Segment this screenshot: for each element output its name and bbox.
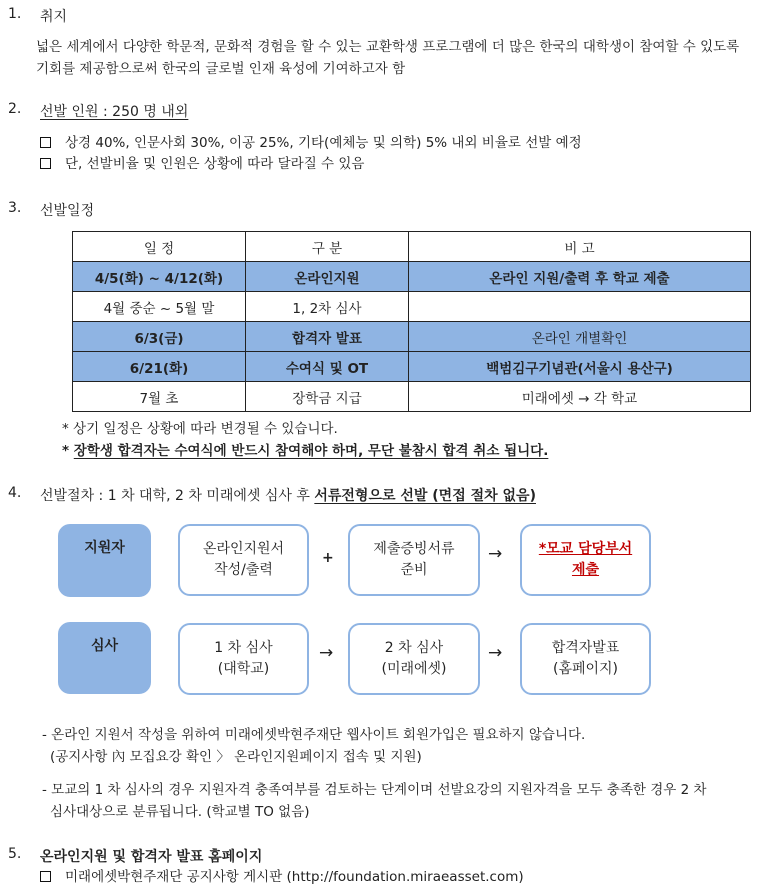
- arrow-right-icon: →: [488, 544, 503, 564]
- flow-step-line: 제출증빙서류: [373, 541, 455, 557]
- section-1-number: 1.: [8, 6, 22, 22]
- table-cell: 미래에셋 → 각 학교: [409, 382, 751, 412]
- checkbox-bullet-icon: [40, 158, 51, 169]
- table-cell: [409, 292, 751, 322]
- table-cell: 4/5(화) ~ 4/12(화): [73, 262, 246, 292]
- section-3-number: 3.: [8, 200, 22, 216]
- section-4-title: [40, 485, 536, 505]
- flow-step-online-application: [178, 524, 309, 596]
- table-cell: 7월 초: [73, 382, 246, 412]
- flow-step-line: (대학교): [217, 661, 270, 677]
- flow-step-line: 2 차 심사: [384, 640, 444, 656]
- table-row: [73, 262, 751, 292]
- section-5-bullet: [40, 866, 524, 888]
- table-row: [73, 382, 751, 412]
- bullet-text: 단, 선발비율 및 인원은 상황에 따라 달라질 수 있음: [65, 156, 365, 172]
- flow-step-line: 제출: [571, 562, 600, 578]
- section-1-text-line-2: 기회를 제공함으로써 한국의 글로벌 인재 육성에 기여하고자 함: [36, 61, 406, 77]
- flow-label-applicant: [58, 524, 151, 597]
- flow-step-submit-school: [520, 524, 651, 596]
- flow-label-review: [58, 622, 151, 694]
- plus-icon: +: [322, 550, 334, 566]
- table-header-cell: 일 정: [73, 232, 246, 262]
- table-cell: 4월 중순 ~ 5월 말: [73, 292, 246, 322]
- flow-step-documents: [348, 524, 480, 596]
- table-row: [73, 322, 751, 352]
- table-cell: 온라인 지원/출력 후 학교 제출: [409, 262, 751, 292]
- table-header-cell: 비 고: [409, 232, 751, 262]
- procedure-note-2-line-1: - 모교의 1 차 심사의 경우 지원자격 충족여부를 검토하는 단계이며 선발요강의 지원자격을 모두 충족한 경우 2 차: [42, 782, 707, 798]
- table-header-cell: 구 분: [246, 232, 409, 262]
- table-cell: 수여식 및 OT: [246, 352, 409, 382]
- flow-step-first-review: [178, 623, 309, 695]
- section-2-number: 2.: [8, 101, 22, 117]
- flow-step-line: 온라인지원서: [202, 541, 285, 557]
- procedure-note-1-line-1: - 온라인 지원서 작성을 위하여 미래에셋박현주재단 웹사이트 회원가입은 필요하지 않습니다.: [42, 727, 586, 743]
- section-1-title: 취지: [40, 9, 68, 25]
- section-1-text-line-1: 넓은 세계에서 다양한 학문적, 문화적 경험을 할 수 있는 교환학생 프로그램에 더 많은 한국의 대학생이 참여할 수 있도록: [36, 39, 740, 55]
- section-2-bullet-1: [40, 132, 582, 154]
- section-3-title: 선발일정: [40, 203, 95, 219]
- checkbox-bullet-icon: [40, 137, 51, 148]
- flow-step-line: *모교 담당부서: [538, 541, 633, 557]
- table-row: [73, 292, 751, 322]
- section-2-bullet-2: [40, 153, 364, 175]
- table-cell: 1, 2차 심사: [246, 292, 409, 322]
- procedure-note-1-line-2: (공지사항 內 모집요강 확인 〉 온라인지원페이지 접속 및 지원): [50, 749, 422, 765]
- schedule-note-2: [62, 440, 548, 462]
- section-2-title: 선발 인원 : 250 명 내외: [40, 104, 189, 120]
- table-row: [73, 352, 751, 382]
- flow-label-text: 심사: [90, 638, 119, 654]
- table-cell: 장학금 지급: [246, 382, 409, 412]
- note-emphasis: 장학생 합격자는 수여식에 반드시 참여해야 하며, 무단 불참시 합격 취소 됩니다.: [73, 443, 549, 459]
- flow-step-announcement: [520, 623, 651, 695]
- table-cell: 온라인지원: [246, 262, 409, 292]
- title-emphasis: 서류전형으로 선발 (면접 절차 없음): [314, 488, 536, 504]
- schedule-note-1: * 상기 일정은 상황에 따라 변경될 수 있습니다.: [62, 421, 338, 437]
- section-5-number: 5.: [8, 846, 22, 862]
- checkbox-bullet-icon: [40, 871, 51, 882]
- arrow-right-icon: →: [488, 643, 503, 663]
- title-text: 선발절차 : 1 차 대학, 2 차 미래에셋 심사 후: [40, 488, 315, 504]
- flow-step-line: 작성/출력: [214, 562, 273, 578]
- table-cell: 6/21(화): [73, 352, 246, 382]
- section-4-number: 4.: [8, 485, 22, 501]
- bullet-text: 미래에셋박현주재단 공지사항 게시판 (http://foundation.miraeasset.com): [65, 869, 524, 885]
- flow-label-text: 지원자: [84, 540, 125, 556]
- note-marker: *: [62, 443, 74, 459]
- table-cell: 합격자 발표: [246, 322, 409, 352]
- flow-step-line: (미래에셋): [381, 661, 447, 677]
- table-header-row: [73, 232, 751, 262]
- table-cell: 백범김구기념관(서울시 용산구): [409, 352, 751, 382]
- table-cell: 온라인 개별확인: [409, 322, 751, 352]
- schedule-table: [72, 231, 751, 412]
- bullet-text: 상경 40%, 인문사회 30%, 이공 25%, 기타(예체능 및 의학) 5% 내외 비율로 선발 예정: [65, 135, 582, 151]
- table-cell: 6/3(금): [73, 322, 246, 352]
- section-5-title: 온라인지원 및 합격자 발표 홈페이지: [40, 849, 263, 865]
- arrow-right-icon: →: [319, 643, 334, 663]
- flow-step-line: 준비: [400, 562, 428, 578]
- flow-step-second-review: [348, 623, 480, 695]
- procedure-note-2-line-2: 심사대상으로 분류됩니다. (학교별 TO 없음): [50, 804, 310, 820]
- flow-step-line: (홈페이지): [552, 661, 619, 677]
- flow-step-line: 합격자발표: [551, 640, 620, 656]
- flow-step-line: 1 차 심사: [214, 640, 273, 656]
